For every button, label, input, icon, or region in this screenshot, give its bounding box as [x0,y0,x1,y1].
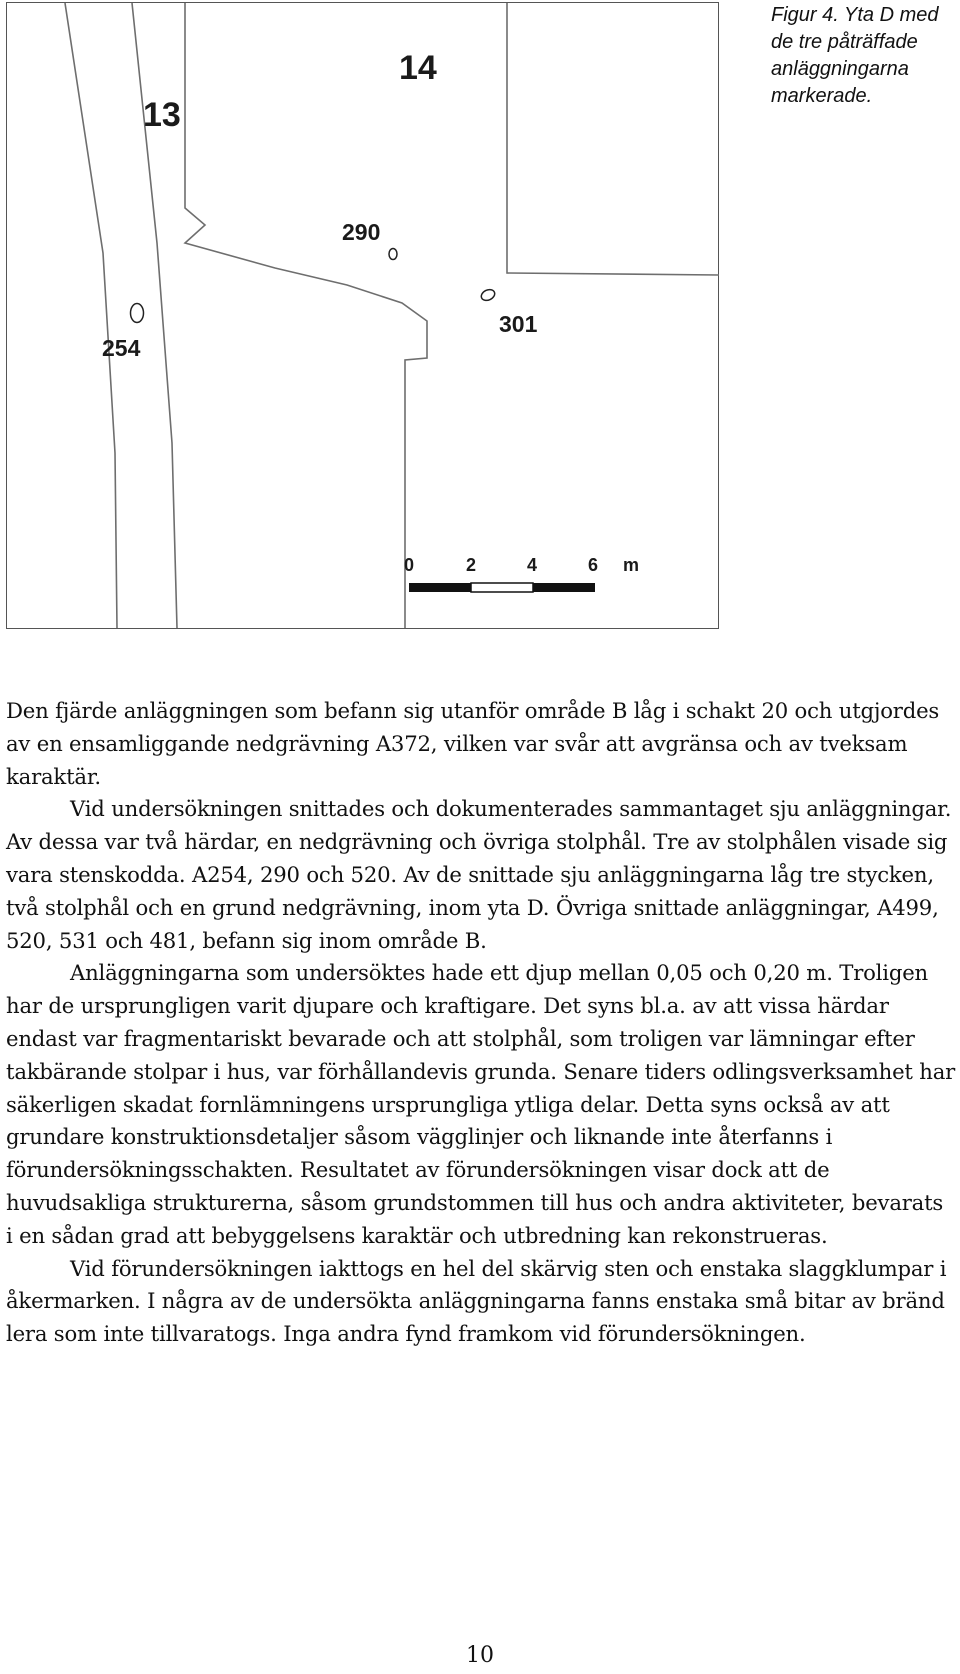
area-label-13: 13 [143,96,181,134]
page-number: 10 [466,1643,494,1668]
scale-tick-label-2: 2 [466,555,477,575]
scale-tick-label-0: 0 [404,555,415,575]
scale-segment-dark-1 [409,583,471,592]
scale-bar [404,555,639,592]
trench-14-outline [185,3,719,628]
site-map [6,2,719,629]
figure-caption: Figur 4. Yta D med de tre påträffade anläggningarna markerade. [771,4,939,107]
site-map-drawing [7,3,720,630]
feature-254-posthole [131,304,144,323]
feature-label-290: 290 [342,219,381,245]
paragraph-1: Den fjärde anläggningen som befann sig utanför område B låg i schakt 20 och utgjordes av en ensamliggande nedgrävning A372, vilken var svår att avgränsa och av tveksam karaktär. [6,698,940,789]
feature-label-301: 301 [499,311,538,337]
paragraph-2: Vid undersökningen snittades och dokumenterades sammantaget sju anläggningar. Av dessa var två härdar, en nedgrävning och övriga stolphål. Tre av stolphålen visade sig vara stenskodda. A254, 290 och 520. Av de snittade sju anläggningarna låg tre stycken, två stolphål och en grund nedgrävning, inom yta D. Övriga snittade anläggningar, A499, 520, 531 och 481, befann sig inom område B. [6,796,952,953]
feature-label-254: 254 [102,335,141,361]
feature-290-posthole [389,249,397,260]
paragraph-4: Vid förundersökningen iakttogs en hel del skärvig sten och enstaka slaggklumpar i åkermarken. I några av de undersökta anläggningarna fanns enstaka små bitar av bränd lera som inte tillvaratogs. Inga andra fynd framkom vid förundersökningen. [6,1255,947,1347]
paragraph-3: Anläggningarna som undersöktes hade ett djup mellan 0,05 och 0,20 m. Troligen har de ursprungligen varit djupare och kraftigare. Det syns bl.a. av att vissa härdar endast var fragmentariskt bevarade och att stolphål, som troligen var lämningar efter takbärande stolpar i hus, var förhållandevis grunda. Senare tiders odlingsverksamhet har säkerligen skadat fornlämningens ursprungliga ytliga delar. Detta syns också av att grundare konstruktionsdetaljer såsom vägglinjer och liknande inte återfanns i förundersökningsschakten. Resultatet av förundersökningen visar dock att de huvudsakliga strukturerna, såsom grundstommen till hus och andra aktiviteter, bevarats i en sådan grad att bebyggelsens karaktär och utbredning kan rekonstrueras. [6,960,956,1248]
scale-tick-label-6: 6 [588,555,599,575]
area-label-14: 14 [399,49,437,87]
body-text [6,695,956,1351]
scale-unit-label: m [623,555,640,575]
scale-tick-label-4: 4 [527,555,538,575]
scale-segment-light [471,583,533,592]
feature-301-posthole [480,288,497,303]
scale-segment-dark-2 [533,583,595,592]
